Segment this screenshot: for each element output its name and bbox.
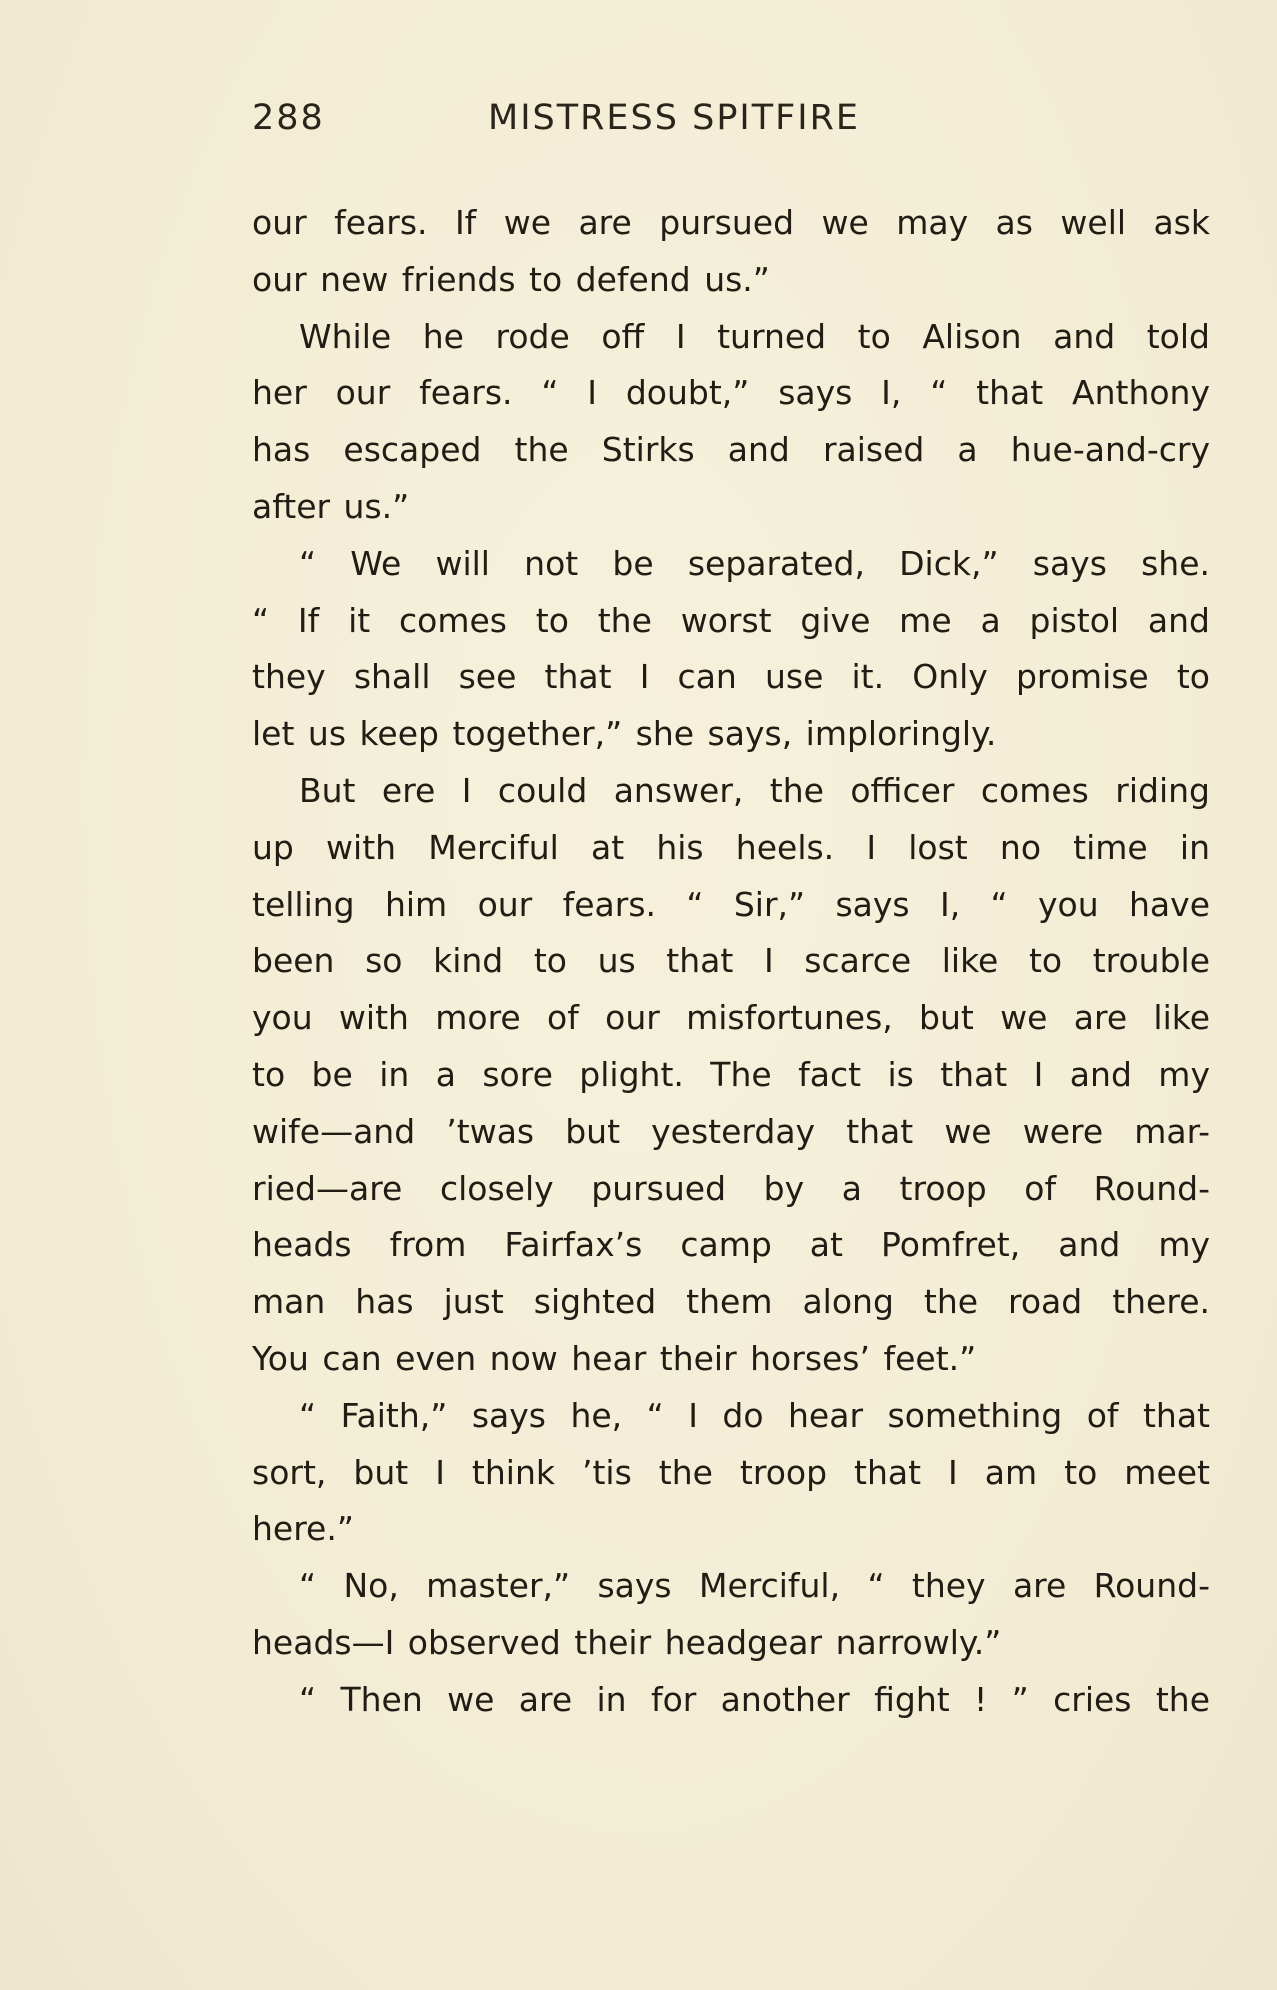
text-line: man has just sighted them along the road there.: [252, 1282, 1210, 1322]
text-line: they shall see that I can use it. Only promise to: [252, 657, 1210, 697]
text-line: her our fears. “ I doubt,” says I, “ that Anthony: [252, 373, 1210, 413]
text-line: our new friends to defend us.”: [252, 259, 770, 299]
text-line: heads—I observed their headgear narrowly.”: [252, 1622, 1002, 1662]
text-line: to be in a sore plight. The fact is that I and my: [252, 1054, 1210, 1094]
text-line: up with Merciful at his heels. I lost no time in: [252, 827, 1210, 867]
text-line: after us.”: [252, 486, 410, 526]
text-line: our fears. If we are pursued we may as well ask: [252, 203, 1210, 242]
text-line: been so kind to us that I scarce like to trouble: [252, 941, 1210, 981]
page-number: 288: [252, 98, 325, 138]
body-text: [252, 195, 1210, 1729]
text-line: “ Then we are in for another fight ! ” cries the: [299, 1679, 1210, 1719]
text-line: you with more of our misfortunes, but we are like: [252, 998, 1210, 1038]
book-title: MISTRESS SPITFIRE: [488, 98, 861, 138]
text-line: You can even now hear their horses’ feet.”: [252, 1338, 977, 1378]
text-line: ried—are closely pursued by a troop of Round-: [252, 1168, 1210, 1208]
text-line: But ere I could answer, the officer comes riding: [299, 770, 1210, 810]
text-line: “ No, master,” says Merciful, “ they are Round-: [299, 1566, 1210, 1606]
text-line: wife—and ’twas but yesterday that we were mar-: [252, 1111, 1210, 1151]
text-line: “ We will not be separated, Dick,” says she.: [299, 543, 1210, 583]
text-line: While he rode off I turned to Alison and told: [299, 316, 1210, 356]
text-line: “ If it comes to the worst give me a pistol and: [252, 600, 1210, 640]
text-line: here.”: [252, 1509, 354, 1549]
text-line: heads from Fairfax’s camp at Pomfret, and my: [252, 1225, 1210, 1265]
text-line: has escaped the Stirks and raised a hue-and-cry: [252, 430, 1210, 470]
text-line: let us keep together,” she says, imploringly.: [252, 714, 997, 754]
text-line: telling him our fears. “ Sir,” says I, “ you have: [252, 884, 1210, 924]
running-head: [252, 98, 982, 146]
text-line: sort, but I think ’tis the troop that I am to meet: [252, 1452, 1210, 1492]
text-line: “ Faith,” says he, “ I do hear something of that: [299, 1395, 1210, 1435]
